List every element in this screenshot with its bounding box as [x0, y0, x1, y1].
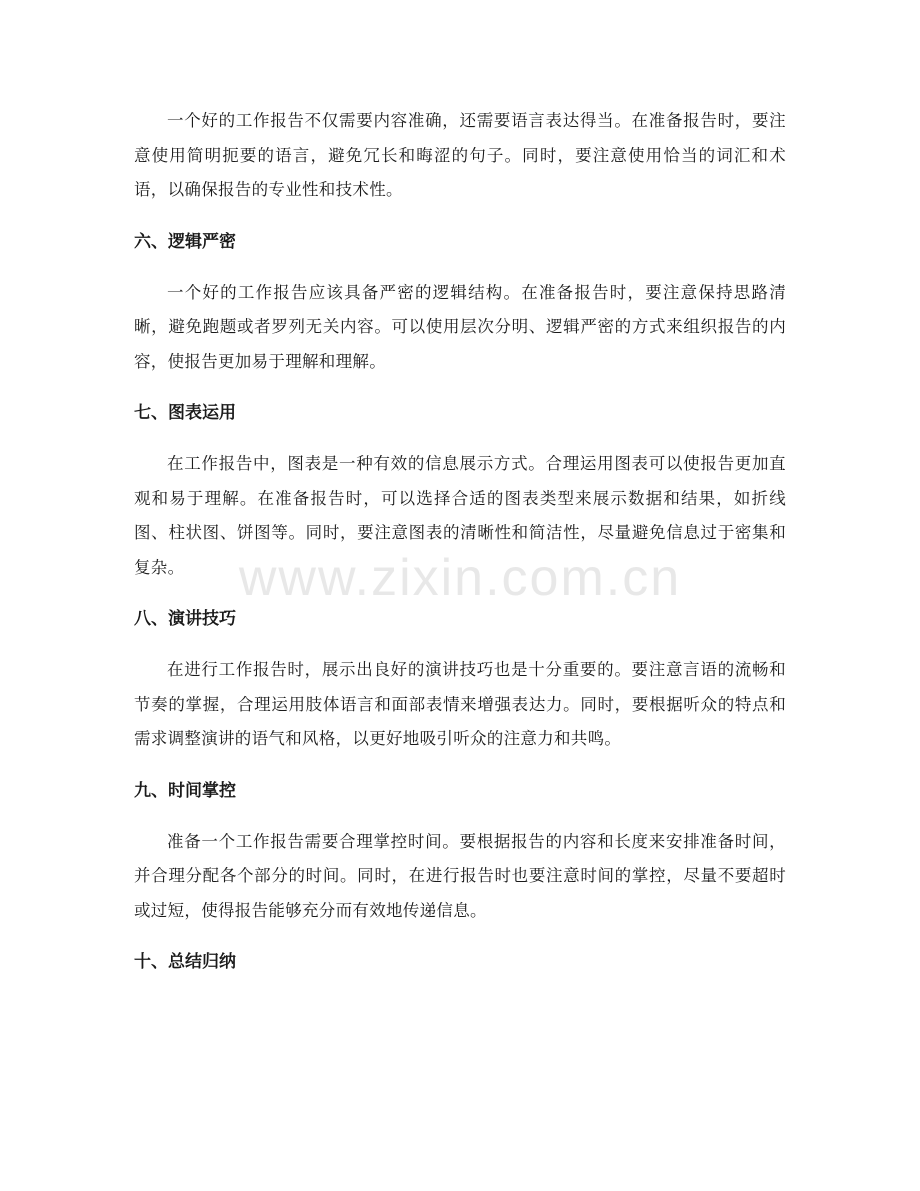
- section-paragraph-logic: 一个好的工作报告应该具备严密的逻辑结构。在准备报告时，要注意保持思路清晰，避免跑题或者罗列无关内容。可以使用层次分明、逻辑严密的方式来组织报告的内容，使报告更加易于理解和理解。: [134, 282, 786, 371]
- section-heading-logic: 六、逻辑严密: [134, 231, 236, 252]
- section-paragraph-speech: 在进行工作报告时，展示出良好的演讲技巧也是十分重要的。要注意言语的流畅和节奏的掌握，合理运用肢体语言和面部表情来增强表达力。同时，要根据听众的特点和需求调整演讲的语气和风格，以更好地吸引听众的注意力和共鸣。: [134, 660, 786, 748]
- section-heading-charts: 七、图表运用: [134, 403, 236, 423]
- document-page: [134, 104, 786, 979]
- section-heading-speech: 八、演讲技巧: [134, 609, 236, 629]
- section-paragraph-time: 准备一个工作报告需要合理掌控时间。要根据报告的内容和长度来安排准备时间，并合理分配各个部分的时间。同时，在进行报告时也要注意时间的掌控，尽量不要超时或过短，使得报告能够充分而有效地传递信息。: [134, 831, 786, 920]
- section-heading-summary: 十、总结归纳: [134, 952, 236, 972]
- section-paragraph-charts: 在工作报告中，图表是一种有效的信息展示方式。合理运用图表可以使报告更加直观和易于理解。在准备报告时，可以选择合适的图表类型来展示数据和结果，如折线图、柱状图、饼图等。同时，要注意图表的清晰性和简洁性，尽量避免信息过于密集和复杂。: [134, 454, 786, 577]
- watermark: www.zixin.com.cn: [238, 549, 682, 607]
- intro-paragraph: 一个好的工作报告不仅需要内容准确，还需要语言表达得当。在准备报告时，要注意使用简明扼要的语言，避免冗长和晦涩的句子。同时，要注意使用恰当的词汇和术语，以确保报告的专业性和技术性。: [134, 111, 786, 199]
- section-heading-time: 九、时间掌控: [134, 780, 236, 801]
